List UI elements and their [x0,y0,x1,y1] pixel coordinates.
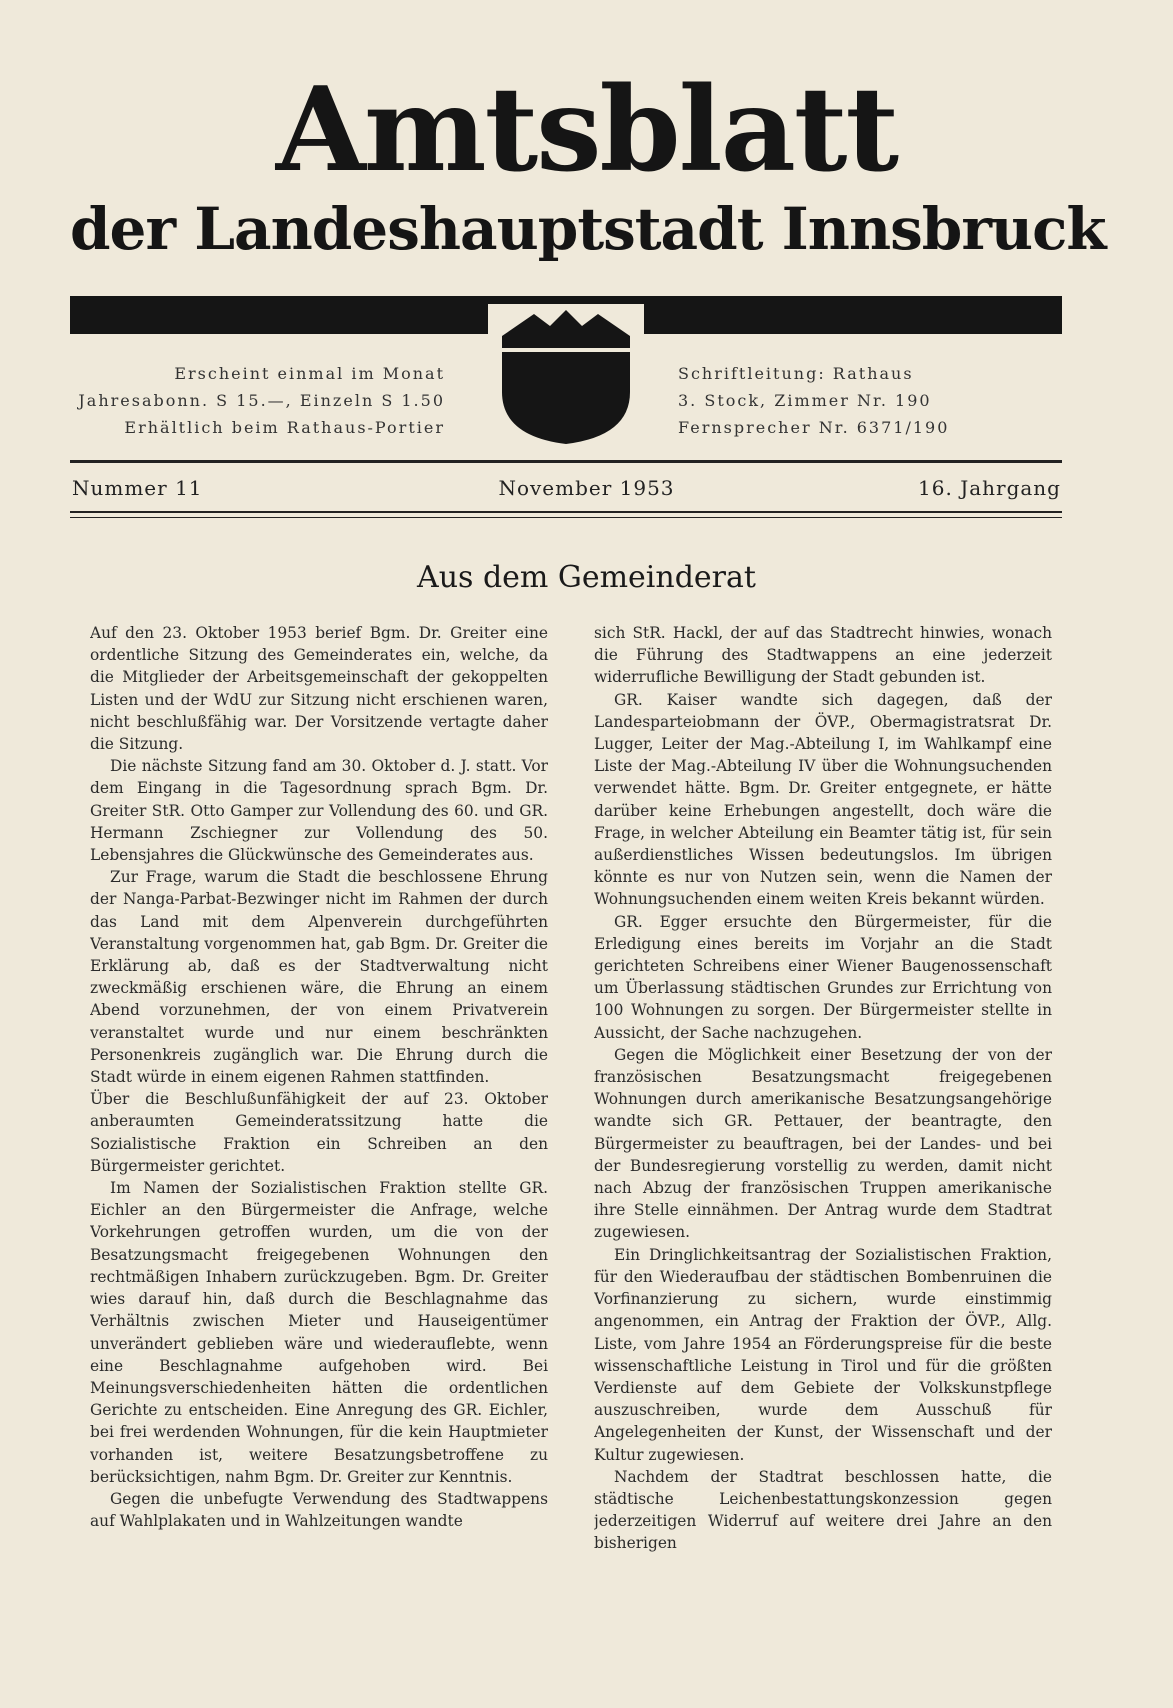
paragraph: Zur Frage, warum die Stadt die beschlossene Ehrung der Nanga-Parbat-Bezwinger nicht im Rahmen der durch das Land mit dem Alpenverein durchgeführten Veranstaltung vorgenommen hat, gab Bgm. Dr. Greiter die Erklärung ab, daß es der Stadtverwaltung nicht zweckmäßig erschienen wäre, die Ehrung an einem Abend vorzunehmen, der von einem Privatverein veranstaltet wurde und nur einem beschränkten Personenkreis zugänglich war. Die Ehrung durch die Stadt würde in einem eigenen Rahmen stattfinden. [90,868,548,1087]
paragraph: sich StR. Hackl, der auf das Stadtrecht hinwies, wonach die Führung des Stadtwappens an eine jederzeit widerrufliche Bewilligung der Stadt gebunden ist. [594,624,1052,687]
issue-number: Nummer 11 [72,476,203,500]
issue-rule-bottom [70,511,1062,513]
availability-note: Erhältlich beim Rathaus-Portier [124,418,445,437]
coat-of-arms-icon [488,296,644,446]
masthead-title: Amtsblatt [275,62,898,198]
telephone-number: Fernsprecher Nr. 6371/190 [678,418,950,437]
paragraph: Im Namen der Sozialistischen Fraktion stellte GR. Eichler an den Bürgermeister die Anfrage, welche Vorkehrungen getroffen wurden, um die von der Besatzungsmacht freigegebenen Wohnungen den rechtmäßigen Inhabern zurückzugeben. Bgm. Dr. Greiter wies darauf hin, daß durch die Beschlagnahme das Verhältnis zwischen Mieter und Hauseigentümer unverändert geblieben wäre und wiederauflebte, wenn eine Beschlagnahme aufgehoben wird. Bei Meinungsverschiedenheiten hätten die ordentlichen Gerichte zu entscheiden. Eine Anregung des GR. Eichler, bei frei werdenden Wohnungen, für die kein Hauptmieter vorhanden ist, weitere Besatzungsbetroffene zu berücksichtigen, nahm Bgm. Dr. Greiter zur Kenntnis. [90,1179,548,1486]
paragraph: Über die Beschlußunfähigkeit der auf 23. Oktober anberaumten Gemeinderatssitzung hatte die Sozialistische Fraktion ein Schreiben an den Bürgermeister gerichtet. [90,1090,548,1175]
paragraph: GR. Kaiser wandte sich dagegen, daß der Landesparteiobmann der ÖVP., Obermagistratsrat Dr. Lugger, Leiter der Mag.-Abteilung I, im Wahlkampf eine Liste der Mag.-Abteilung IV über die Wohnungsuchenden verwendet hätte. Bgm. Dr. Greiter entgegnete, er hätte darüber keine Erhebungen angestellt, doch wäre die Frage, in welcher Abteilung ein Beamter tätig ist, für sein außerdienstliches Wissen bedeutungslos. Im übrigen könnte es nur von Nutzen sein, wenn die Namen der Wohnungsuchenden einem weiten Kreis bekannt würden. [594,690,1052,909]
paragraph: Nachdem der Stadtrat beschlossen hatte, die städtische Leichenbestattungskonzession gegen jederzeitigen Widerruf auf weitere drei Jahre an den bisherigen [594,1467,1052,1553]
masthead-subtitle: der Landeshauptstadt Innsbruck [70,195,1106,263]
paragraph: Gegen die Möglichkeit einer Besetzung der von der französischen Besatzungsmacht freigegebenen Wohnungen durch amerikanische Besatzungsangehörige wandte sich GR. Pettauer, der beantragte, den Bürgermeister zu beauftragen, bei der Landes- und bei der Bundesregierung vorstellig zu werden, damit nicht nach Abzug der französischen Truppen amerikanische ihre Stelle einnähmen. Der Antrag wurde dem Stadtrat zugewiesen. [594,1045,1052,1242]
article-right-column [594,622,1052,1662]
office-room: 3. Stock, Zimmer Nr. 190 [678,391,932,410]
paragraph: Auf den 23. Oktober 1953 berief Bgm. Dr. Greiter eine ordentliche Sitzung des Gemeinderates ein, welche, da die Mitglieder der Arbeitsgemeinschaft der gekoppelten Listen und der WdU zur Sitzung nicht erschienen waren, nicht beschlußfähig war. Der Vorsitzende vertagte daher die Sitzung. [90,624,548,754]
publication-frequency: Erscheint einmal im Monat [174,364,445,383]
paragraph: Ein Dringlichkeitsantrag der Sozialistischen Fraktion, für den Wiederaufbau der städtischen Bombenruinen die Vorfinanzierung zu sichern, wurde einstimmig angenommen, ein Antrag der Fraktion der ÖVP., Allg. Liste, vom Jahre 1954 an Förderungspreise für die beste wissenschaftliche Leistung in Tirol und für die größten Verdienste auf dem Gebiete der Volkskunstpflege auszuschreiben, wurde dem Ausschuß für Angelegenheiten der Kunst, der Wissenschaft und der Kultur zugewiesen. [594,1245,1052,1464]
section-title: Aus dem Gemeinderat [417,560,756,595]
article-left-column [90,622,548,1662]
masthead-bar-right [644,296,1062,334]
paragraph: Gegen die unbefugte Verwendung des Stadtwappens auf Wahlplakaten und in Wahlzeitungen wandte [90,1489,548,1531]
issue-rule-top [70,460,1062,463]
paragraph: Die nächste Sitzung fand am 30. Oktober d. J. statt. Vor dem Eingang in die Tagesordnung sprach Bgm. Dr. Greiter StR. Otto Gamper zur Vollendung des 60. und GR. Hermann Zschiegner zur Vollendung des 50. Lebensjahres die Glückwünsche des Gemeinderates aus. [90,757,548,865]
masthead-bar-left [70,296,488,334]
issue-volume: 16. Jahrgang [918,476,1061,500]
editorial-office: Schriftleitung: Rathaus [678,364,914,383]
paragraph: GR. Egger ersuchte den Bürgermeister, für die Erledigung eines bereits im Vorjahr an die Stadt gerichteten Schreibens einer Wiener Baugenossenschaft um Überlassung städtischen Grundes zur Errichtung von 100 Wohnungen zu sorgen. Der Bürgermeister stellte in Aussicht, der Sache nachzugehen. [594,912,1052,1042]
issue-date: November 1953 [498,476,675,500]
issue-rule-bottom-thin [70,517,1062,518]
subscription-price: Jahresabonn. S 15.—, Einzeln S 1.50 [78,391,445,410]
